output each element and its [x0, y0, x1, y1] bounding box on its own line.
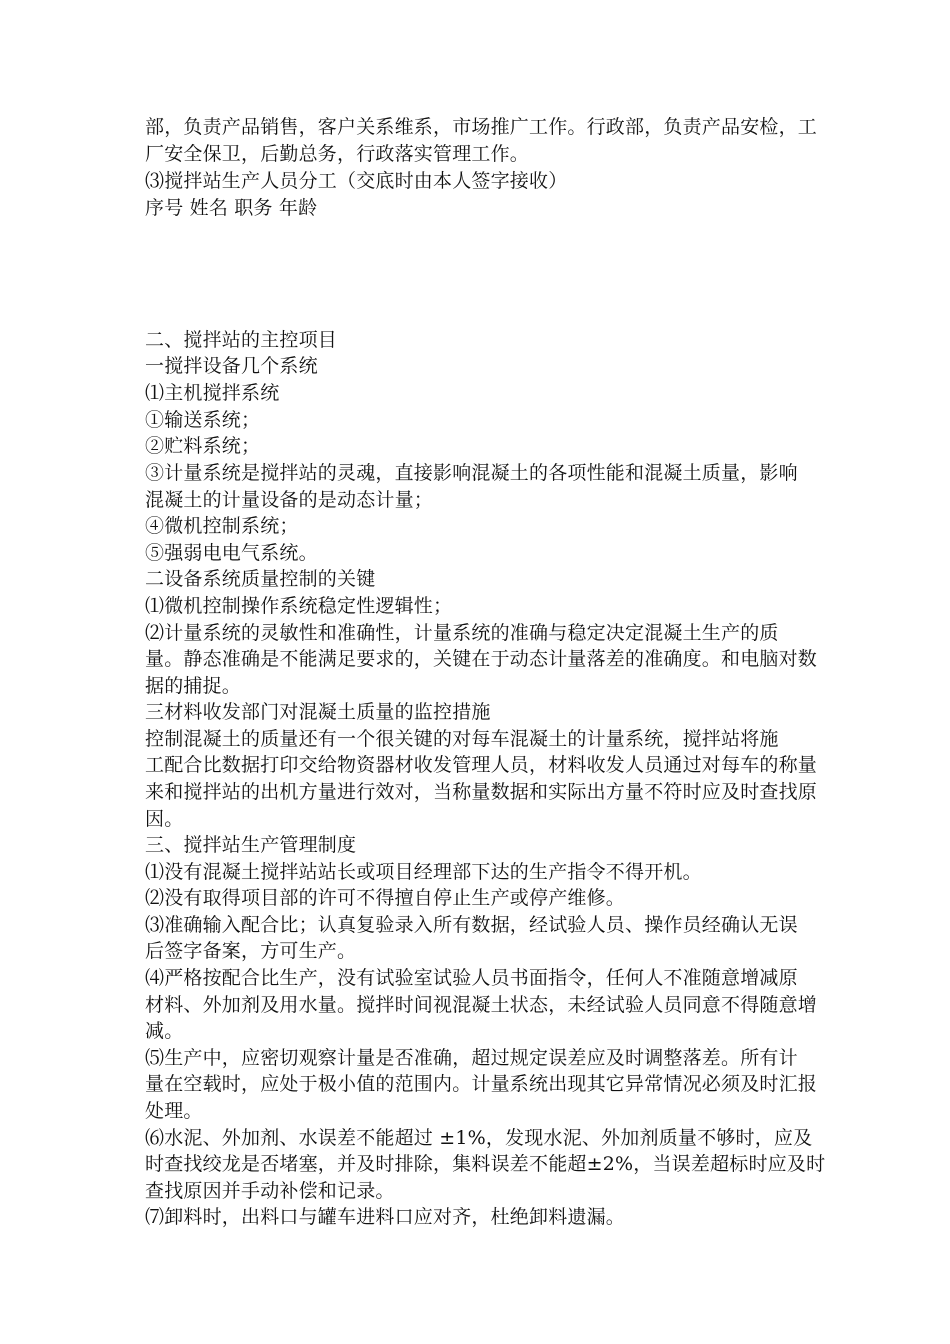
- text-line: 后签字备案，方可生产。: [145, 940, 357, 962]
- text-line: 量在空载时，应处于极小值的范围内。计量系统出现其它异常情况必须及时汇报: [145, 1073, 818, 1095]
- paragraph-line: 来和搅拌站的出机方量进行效对，当称量数据和实际出方量不符时应及时查找原: [145, 781, 818, 803]
- text-line: 据的捕捉。: [145, 675, 242, 697]
- list-item: ⑴主机搅拌系统: [145, 382, 280, 404]
- list-item: ⑹水泥、外加剂、水误差不能超过 ±1%，发现水泥、外加剂质量不够时，应及: [145, 1127, 813, 1149]
- text-line: 部，负责产品销售，客户关系维系，市场推广工作。行政部，负责产品安检，工: [145, 116, 818, 138]
- list-item: ⑴微机控制操作系统稳定性逻辑性；: [145, 595, 453, 617]
- list-item: ③计量系统是搅拌站的灵魂，直接影响混凝土的各项性能和混凝土质量，影响: [145, 462, 798, 484]
- table-header-line: 序号 姓名 职务 年龄: [145, 197, 318, 219]
- text-line: 材料、外加剂及用水量。搅拌时间视混凝土状态，未经试验人员同意不得随意增: [145, 994, 818, 1016]
- subsection-heading: 一搅拌设备几个系统: [145, 355, 318, 377]
- section-heading: 三、搅拌站生产管理制度: [145, 834, 357, 856]
- list-item: ⑶准确输入配合比；认真复验录入所有数据，经试验人员、操作员经确认无误: [145, 914, 798, 936]
- text-line: 减。: [145, 1020, 184, 1042]
- text-line: 量。静态准确是不能满足要求的，关键在于动态计量落差的准确度。和电脑对数: [145, 648, 818, 670]
- paragraph-line: 控制混凝土的质量还有一个很关键的对每车混凝土的计量系统，搅拌站将施: [145, 728, 779, 750]
- section-heading: 二、搅拌站的主控项目: [145, 329, 338, 351]
- text-line: ⑶搅拌站生产人员分工（交底时由本人签字接收）: [145, 170, 568, 192]
- paragraph-line: 工配合比数据打印交给物资器材收发管理人员，材料收发人员通过对每车的称量: [145, 754, 818, 776]
- list-item: ⑺卸料时，出料口与罐车进料口应对齐，杜绝卸料遗漏。: [145, 1206, 626, 1228]
- list-item: ⑴没有混凝土搅拌站站长或项目经理部下达的生产指令不得开机。: [145, 861, 702, 883]
- list-item: ⑸生产中，应密切观察计量是否准确，超过规定误差应及时调整落差。所有计: [145, 1047, 798, 1069]
- paragraph-line: 因。: [145, 808, 184, 830]
- list-item: ①输送系统；: [145, 409, 261, 431]
- list-item: ⑷严格按配合比生产，没有试验室试验人员书面指令，任何人不准随意增减原: [145, 967, 798, 989]
- list-item: ⑤强弱电电气系统。: [145, 542, 318, 564]
- text-line: 混凝土的计量设备的是动态计量；: [145, 489, 434, 511]
- list-item: ⑵计量系统的灵敏性和准确性，计量系统的准确与稳定决定混凝土生产的质: [145, 622, 779, 644]
- list-item: ⑵没有取得项目部的许可不得擅自停止生产或停产维修。: [145, 887, 626, 909]
- list-item: ②贮料系统；: [145, 435, 261, 457]
- text-line: 时查找绞龙是否堵塞，并及时排除，集料误差不能超±2%，当误差超标时应及时: [145, 1153, 826, 1175]
- subsection-heading: 二设备系统质量控制的关键: [145, 568, 376, 590]
- text-line: 处理。: [145, 1100, 203, 1122]
- subsection-heading: 三材料收发部门对混凝土质量的监控措施: [145, 701, 491, 723]
- text-line: 查找原因并手动补偿和记录。: [145, 1180, 395, 1202]
- text-line: 厂安全保卫，后勤总务，行政落实管理工作。: [145, 143, 530, 165]
- list-item: ④微机控制系统；: [145, 515, 299, 537]
